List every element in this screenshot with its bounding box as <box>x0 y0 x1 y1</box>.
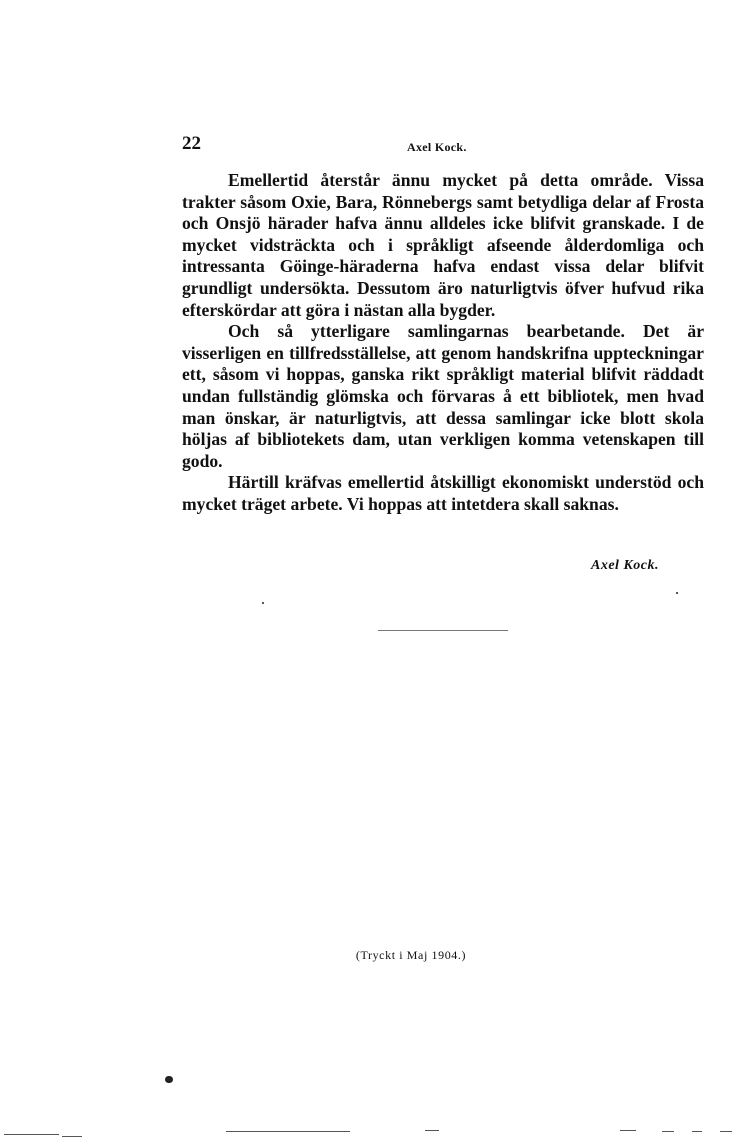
scan-line <box>425 1130 439 1131</box>
scan-line <box>692 1131 702 1132</box>
page-number: 22 <box>182 133 201 154</box>
scan-line <box>720 1131 732 1132</box>
scan-speck <box>165 1076 173 1083</box>
scan-line <box>226 1131 350 1132</box>
scan-speck <box>262 602 264 604</box>
author-signature: Axel Kock. <box>591 558 659 573</box>
paragraph-1: Emellertid återstår ännu mycket på detta område. Vissa trakter såsom Oxie, Bara, Rönnebergs samt betydliga delar af Frosta och Onsjö härader hafva ännu alldeles icke blifvit granskade. I de mycket vidsträckta och i språkligt afseende ålderdomliga och intressanta Göinge-häraderna hafva endast vissa delar blifvit grundligt undersökta. Dessutom äro naturligtvis öfver hufvud rika efterskördar att göra i nästan alla bygder. <box>182 170 704 320</box>
section-divider <box>378 630 508 631</box>
body-text <box>182 170 704 516</box>
scan-line <box>4 1134 59 1135</box>
paragraph-2: Och så ytterligare samlingarnas bearbetande. Det är visserligen en tillfredsställelse, att genom handskrifna uppteckningar ett, såsom vi hoppas, ganska rikt språkligt material blifvit räddadt undan fullständig glömska och förvaras å ett bibliotek, men hvad man önskar, är naturligtvis, att dessa samlingar icke blott skola höljas af bibliotekets dam, utan verkligen komma vetenskapen till godo. <box>182 321 704 471</box>
imprint-note <box>0 948 752 963</box>
scan-speck <box>676 592 678 594</box>
scan-line <box>662 1131 674 1132</box>
imprint-text: (Tryckt i Maj 1904.) <box>355 948 467 962</box>
scan-line <box>620 1130 636 1131</box>
scan-line <box>62 1136 82 1137</box>
running-head: Axel Kock. <box>407 140 467 154</box>
paragraph-3: Härtill kräfvas emellertid åtskilligt ekonomiskt understöd och mycket träget arbete. Vi hoppas att intetdera skall saknas. <box>182 472 704 514</box>
